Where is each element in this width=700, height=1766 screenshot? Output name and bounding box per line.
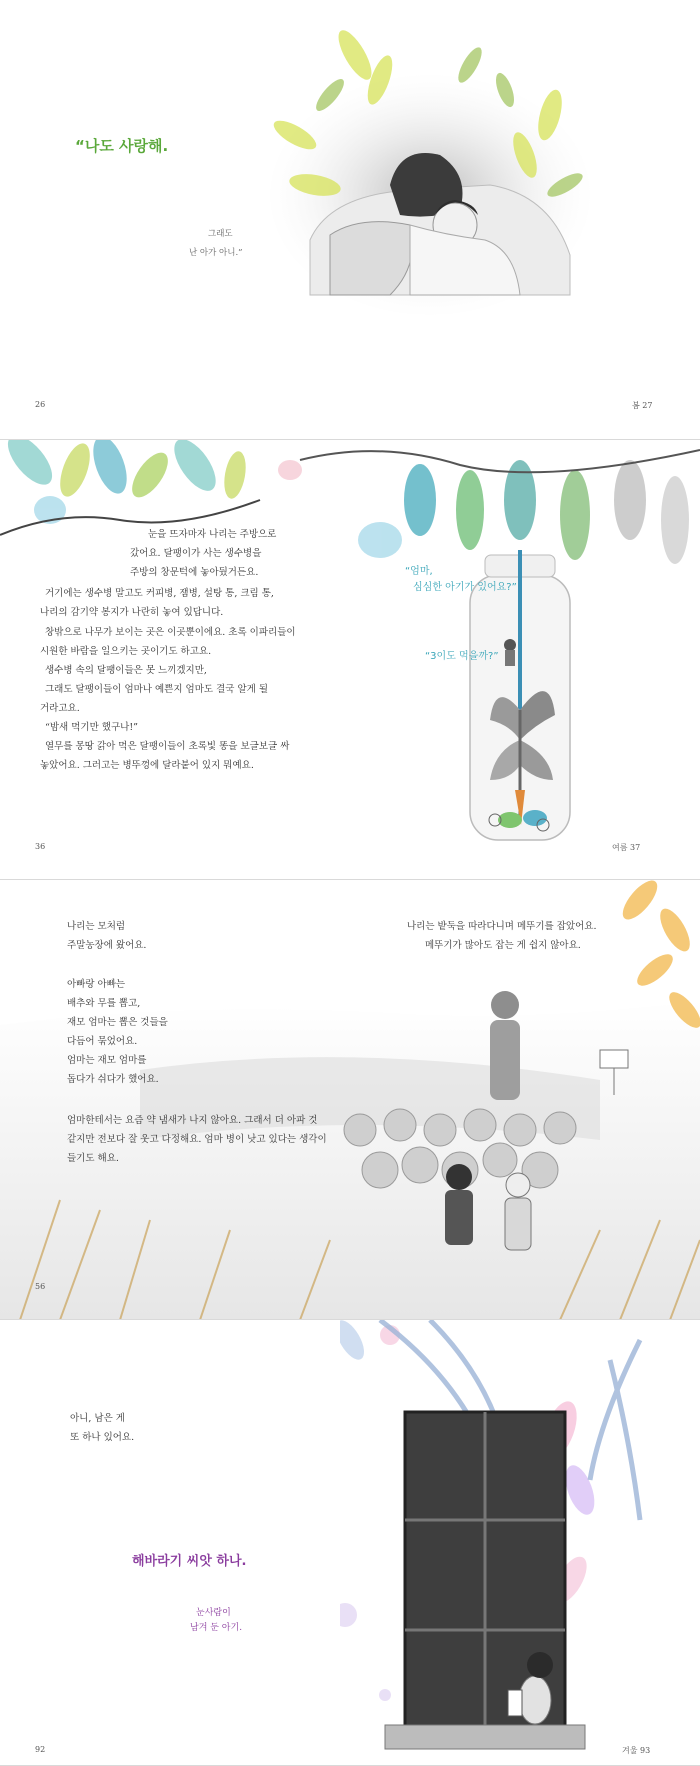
book-spread-summer	[0, 440, 700, 880]
spread1-headline: “나도 사랑해.	[75, 137, 169, 155]
spread2-line-6: 창밖으로 나무가 보이는 곳은 이곳뿐이에요. 초록 이파리들이	[45, 627, 296, 638]
page-number-left: 26	[35, 400, 46, 409]
spread2-line-12: 열무를 몽땅 갉아 먹은 달팽이들이 초록빛 똥을 보글보글 싸	[45, 741, 290, 752]
spread3-left-1-line-1: 나리는 모처럼	[67, 921, 126, 932]
illustration-mother-child-sleeping	[270, 25, 590, 325]
spread3-left-3-line-3: 들기도 해요.	[67, 1153, 119, 1164]
book-spread-winter	[0, 1320, 700, 1766]
spread2-line-9: 그래도 달팽이들이 엄마나 예쁜지 엄마도 결국 알게 될	[45, 684, 269, 695]
illustration-vines-top	[0, 440, 700, 580]
spread2-line-8: 생수병 속의 달팽이들은 못 느끼겠지만,	[45, 665, 207, 676]
spread3-left-3-line-2: 같지만 전보다 잘 웃고 다정해요. 엄마 병이 낫고 있다는 생각이	[67, 1134, 327, 1145]
spread3-left-2-line-5: 엄마는 재모 엄마를	[67, 1055, 147, 1066]
book-spread-autumn	[0, 880, 700, 1320]
illustration-jar-with-plant	[455, 550, 585, 850]
spread4-line-2: 또 하나 있어요.	[70, 1432, 135, 1443]
spread2-line-11: “밤새 먹기만 했구나!”	[45, 722, 138, 733]
spread4-note-line-2: 남겨 둔 아기.	[190, 1623, 243, 1633]
spread2-line-3: 주방의 창문턱에 놓아뒀거든요.	[130, 567, 259, 578]
spread3-left-1-line-2: 주말농장에 왔어요.	[67, 940, 147, 951]
spread2-line-2: 갔어요. 달팽이가 사는 생수병을	[130, 548, 262, 559]
illustration-window-with-child	[340, 1320, 700, 1766]
spread3-left-2-line-6: 돕다가 쉬다가 했어요.	[67, 1074, 159, 1085]
spread2-line-4: 거기에는 생수병 말고도 커피병, 잼병, 설탕 통, 크림 통,	[45, 588, 274, 599]
spread4-headline: 해바라기 씨앗 하나.	[132, 1554, 247, 1569]
spread3-left-2-line-4: 다듬어 묶었어요.	[67, 1036, 138, 1047]
spread3-right-line-2: 메뚜기가 많아도 잡는 게 쉽지 않아요.	[425, 940, 581, 951]
spread4-note-line-1: 눈사람이	[196, 1608, 231, 1618]
spread1-line-2: 난 아가 아니.”	[189, 248, 243, 258]
spread3-right-line-1: 나리는 밭둑을 따라다니며 메뚜기를 잡았어요.	[407, 921, 597, 932]
page-number-left: 56	[35, 1282, 46, 1291]
spread2-line-1: 눈을 뜨자마자 나리는 주방으로	[148, 529, 277, 540]
page-number-right: 겨울 93	[622, 1746, 651, 1755]
speech-bubble-1-line-1: “엄마,	[405, 566, 433, 577]
page-number-right: 여름 37	[612, 843, 641, 852]
speech-bubble-2: “3이도 먹을까?”	[425, 651, 499, 662]
spread3-left-2-line-2: 배추와 무를 뽑고,	[67, 998, 141, 1009]
page-number-left: 36	[35, 842, 46, 851]
spread3-left-2-line-1: 아빠랑 아빠는	[67, 979, 126, 990]
spread1-line-1: 그래도	[208, 229, 233, 239]
page-number-right: 봄 27	[632, 401, 653, 410]
spread3-left-2-line-3: 재모 엄마는 뽑은 것들을	[67, 1017, 168, 1028]
spread2-line-10: 거라고요.	[40, 703, 80, 714]
spread3-left-3-line-1: 엄마한테서는 요즘 약 냄새가 나지 않아요. 그래서 더 아파 것	[67, 1115, 318, 1126]
book-spread-spring	[0, 0, 700, 440]
spread2-line-7: 시원한 바람을 일으키는 곳이기도 하고요.	[40, 646, 212, 657]
page-number-left: 92	[35, 1745, 46, 1754]
speech-bubble-1-line-2: 심심한 아기가 있어요?”	[413, 582, 517, 593]
spread2-line-5: 나리의 감기약 봉지가 나란히 놓여 있답니다.	[40, 607, 224, 618]
spread4-line-1: 아니, 남은 게	[70, 1413, 125, 1424]
spread2-line-13: 놓았어요. 그러고는 병뚜껑에 달라붙어 있지 뭐예요.	[40, 760, 254, 771]
